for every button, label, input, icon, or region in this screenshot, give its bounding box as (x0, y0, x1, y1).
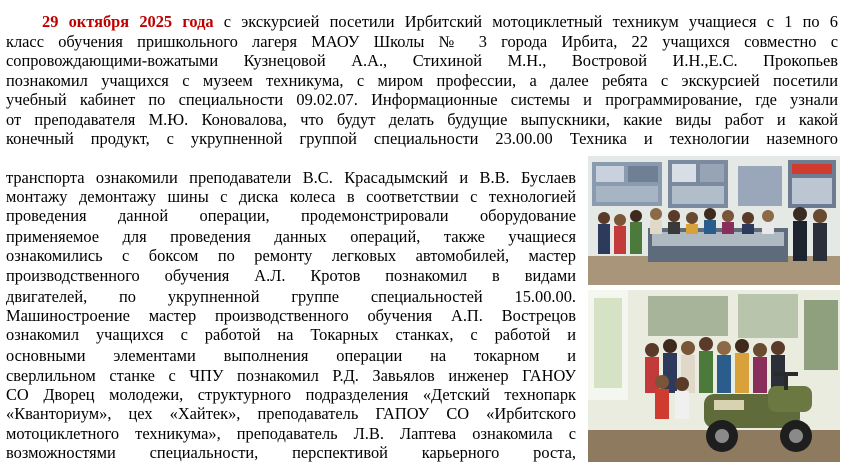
article-line: учебный кабинет по специальности 09.02.07. Информационные системы и программирование, где узнали (6, 90, 838, 109)
article-line: мотоциклетного техникума», преподаватель Л.В. Лаптева ознакомила с (6, 423, 576, 443)
article-column-text (6, 168, 576, 462)
article-line: двигателей, по укрупненной группе специальностей 15.00.00. (6, 286, 576, 306)
article-line: «Кванториум», цех «Хайтек», преподаватель ГАПОУ СО «Ирбитского (6, 404, 576, 424)
article-full-width-text (6, 12, 838, 149)
article-line: возможностями специальности, перспективой карьерного роста, (6, 442, 576, 462)
article-line: от преподавателя М.Ю. Коновалова, что будут делать будущие выпускники, какие виды работ и какой (6, 109, 838, 129)
article-line: 29 октября 2025 года с экскурсией посетили Ирбитский мотоциклетный техникум учащиеся с 1 по 6 (42, 12, 838, 31)
museum-photo (588, 156, 840, 285)
article-line: ознакомил учащихся с работой на Токарных станках, с работой и (6, 325, 576, 345)
article-line: класс обучения пришкольного лагеря МАОУ Школы № 3 города Ирбита, 22 учащихся совместно с (6, 31, 838, 51)
article-line: проведения данной операции, продемонстрировали оборудование (6, 206, 576, 226)
article-line: транспорта ознакомили преподаватели В.С. Красадымский и В.В. Буслаев (6, 168, 576, 187)
article-line: основными элементами выполнения операции на токарном и (6, 345, 576, 365)
article-line: монтажу демонтажу шины с диска колеса в соответствии с технологией (6, 187, 576, 207)
article-line: сверлильном станке с ЧПУ познакомил Р.Д. Завьялов инженер ГАНОУ (6, 366, 576, 386)
article-line: СО Дворец молодежи, структурного подразделения «Детский технопарк (6, 385, 576, 405)
article-line: конечный продукт, с укрупненной группой специальности 23.00.00 Техника и технологии наземного (6, 129, 838, 148)
article-date: 29 октября 2025 года (42, 12, 214, 31)
article-line: применяемое для проведения данных операций, также учащиеся (6, 226, 576, 246)
article-line: производственного обучения А.Л. Кротов познакомил в видами (6, 266, 576, 286)
article-line: Машиностроение мастер производственного обучения А.П. Вострецов (6, 306, 576, 326)
article-line: познакомил учащихся с музеем техникума, с миром профессии, а далее ребята с экскурсией посетили (6, 70, 838, 90)
motorcycle-photo (588, 290, 840, 462)
article-line: сопровождающими-вожатыми Кузнецовой А.А., Стихиной М.Н., Востровой И.Н.,Е.С. Прокопьев (6, 51, 838, 70)
article-line: ознакомились с боксом по ремонту легковых автомобилей, мастер (6, 246, 576, 266)
